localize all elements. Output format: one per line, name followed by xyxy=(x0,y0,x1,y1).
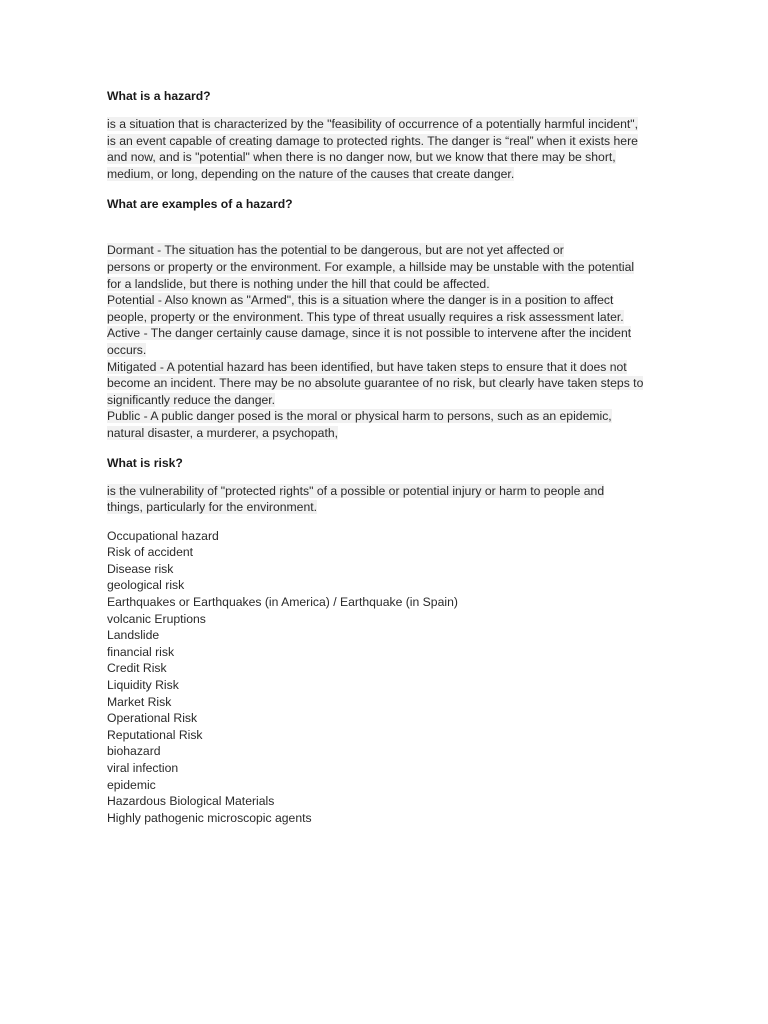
paragraph-line: and now, and is "potential" when there is no danger now, but we know that there may be short, xyxy=(107,150,616,165)
risk-definition-paragraph xyxy=(107,483,667,516)
paragraph-line: for a landslide, but there is nothing under the hill that could be affected. xyxy=(107,276,490,291)
heading-what-is-hazard: What is a hazard? xyxy=(107,89,211,103)
paragraph-line: medium, or long, depending on the nature of the causes that create danger. xyxy=(107,166,515,181)
document-content xyxy=(107,88,667,826)
paragraph-line: is an event capable of creating damage to protected rights. The danger is “real” when it exists here xyxy=(107,133,638,148)
list-item: Disease risk xyxy=(107,561,174,576)
paragraph-line: things, particularly for the environment. xyxy=(107,500,317,515)
list-item: Risk of accident xyxy=(107,545,194,560)
paragraph-line: Mitigated - A potential hazard has been identified, but have taken steps to ensure that it does not xyxy=(107,359,627,374)
paragraph-line: is a situation that is characterized by the "feasibility of occurrence of a potentially harmful incident", xyxy=(107,117,638,131)
list-item: Landslide xyxy=(107,628,160,643)
list-item: viral infection xyxy=(107,761,179,775)
list-item: Highly pathogenic microscopic agents xyxy=(107,810,312,825)
paragraph-line: Dormant - The situation has the potential to be dangerous, but are not yet affected or xyxy=(107,243,564,258)
list-item: financial risk xyxy=(107,644,175,659)
list-item: Reputational Risk xyxy=(107,727,203,742)
heading-what-is-risk: What is risk? xyxy=(107,455,183,470)
list-item: Occupational hazard xyxy=(107,528,219,543)
paragraph-line: become an incident. There may be no absolute guarantee of no risk, but clearly have taken steps to xyxy=(107,376,644,391)
hazard-definition-paragraph xyxy=(107,116,667,182)
list-item: geological risk xyxy=(107,578,185,593)
paragraph-line: persons or property or the environment. For example, a hillside may be unstable with the potential xyxy=(107,259,635,274)
paragraph-line: significantly reduce the danger. xyxy=(107,392,276,407)
list-item: Hazardous Biological Materials xyxy=(107,794,275,809)
paragraph-line: Public - A public danger posed is the moral or physical harm to persons, such as an epidemic, xyxy=(107,409,612,424)
list-item: volcanic Eruptions xyxy=(107,611,206,626)
heading-hazard-examples: What are examples of a hazard? xyxy=(107,197,293,212)
paragraph-line: occurs. xyxy=(107,342,147,357)
paragraph-line: people, property or the environment. This type of threat usually requires a risk assessment later. xyxy=(107,309,624,324)
list-item: Operational Risk xyxy=(107,711,198,726)
paragraph-line: is the vulnerability of "protected rights" of a possible or potential injury or harm to people and xyxy=(107,483,605,498)
list-item: Credit Risk xyxy=(107,661,167,676)
paragraph-line: Potential - Also known as "Armed", this is a situation where the danger is in a position to affect xyxy=(107,293,614,308)
list-item: biohazard xyxy=(107,744,161,759)
list-item: Earthquakes or Earthquakes (in America) / Earthquake (in Spain) xyxy=(107,595,458,610)
risk-types-list xyxy=(107,528,667,827)
paragraph-line: natural disaster, a murderer, a psychopath, xyxy=(107,425,339,440)
list-item: Liquidity Risk xyxy=(107,678,179,693)
list-item: Market Risk xyxy=(107,694,172,709)
list-item: epidemic xyxy=(107,777,156,792)
hazard-examples-paragraph xyxy=(107,242,667,441)
paragraph-line: Active - The danger certainly cause damage, since it is not possible to intervene after the incident xyxy=(107,326,632,341)
